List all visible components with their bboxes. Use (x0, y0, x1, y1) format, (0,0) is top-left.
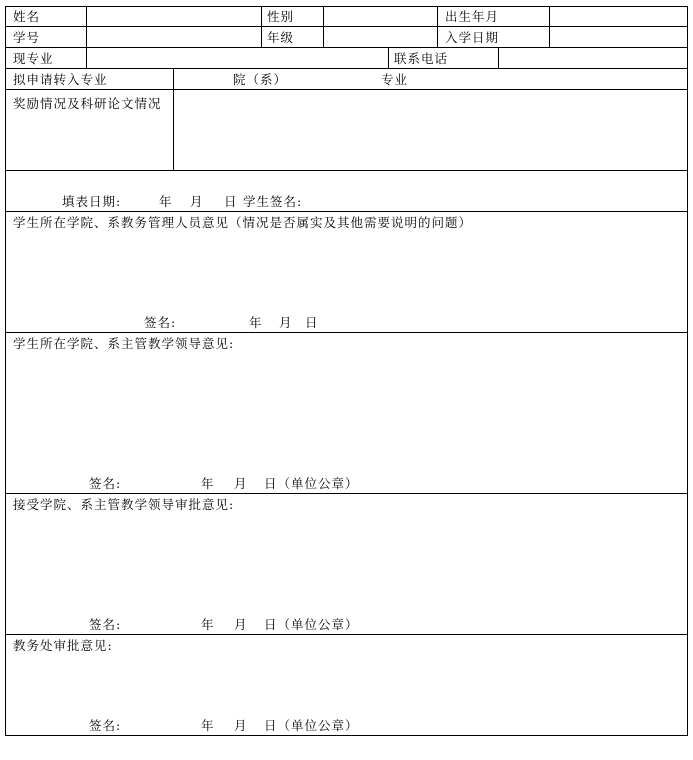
fill-date-day: 日 (224, 194, 238, 209)
birth-label: 出生年月 (445, 9, 500, 24)
divider (5, 332, 688, 333)
phone-field[interactable] (499, 48, 687, 68)
transfer-application-form (5, 6, 688, 735)
transfer-major-field[interactable] (174, 69, 687, 89)
student-sign-label: 学生签名: (243, 194, 303, 209)
section4-year: 年 (201, 718, 215, 733)
phone-label: 联系电话 (394, 51, 449, 66)
divider (388, 47, 389, 69)
section1-day: 日 (305, 315, 319, 330)
gender-label: 性别 (267, 9, 295, 24)
section4-sign-label: 签名: (89, 718, 122, 733)
section3-day-seal: 日（单位公章） (264, 617, 359, 632)
section1-month: 月 (279, 315, 293, 330)
section3-year: 年 (201, 617, 215, 632)
student-id-field[interactable] (87, 27, 261, 47)
section1-title: 学生所在学院、系教务管理人员意见（情况是否属实及其他需要说明的问题） (13, 215, 473, 230)
awards-field[interactable] (174, 90, 687, 170)
section2-sign-label: 签名: (89, 476, 122, 491)
section3-sign-label: 签名: (89, 617, 122, 632)
section1-year: 年 (249, 315, 263, 330)
name-field[interactable] (87, 7, 261, 26)
fill-date-month: 月 (190, 194, 204, 209)
divider (5, 211, 688, 212)
awards-label: 奖励情况及科研论文情况 (13, 96, 162, 111)
divider (261, 6, 262, 48)
divider (5, 493, 688, 494)
section4-title: 教务处审批意见: (13, 638, 113, 653)
birth-field[interactable] (550, 7, 687, 26)
section2-opinion-field[interactable] (6, 353, 687, 473)
divider (437, 6, 438, 48)
border-right (687, 6, 688, 736)
fill-date-year: 年 (159, 194, 173, 209)
section2-day-seal: 日（单位公章） (264, 476, 359, 491)
gender-field[interactable] (324, 7, 437, 26)
student-id-label: 学号 (13, 30, 41, 45)
divider (5, 634, 688, 635)
grade-field[interactable] (324, 27, 437, 47)
section1-sign-label: 签名: (144, 315, 177, 330)
enroll-date-label: 入学日期 (445, 30, 500, 45)
section4-month: 月 (234, 718, 248, 733)
border-bottom (5, 735, 688, 736)
current-major-field[interactable] (87, 48, 388, 68)
section3-title: 接受学院、系主管教学领导审批意见: (13, 497, 235, 512)
enroll-date-field[interactable] (550, 27, 687, 47)
college-label: 院（系） (233, 72, 288, 87)
section2-title: 学生所在学院、系主管教学领导意见: (13, 336, 235, 351)
section1-opinion-field[interactable] (6, 232, 687, 312)
fill-date-label: 填表日期: (62, 194, 122, 209)
name-label: 姓名 (13, 9, 41, 24)
section4-opinion-field[interactable] (6, 655, 687, 713)
section4-day-seal: 日（单位公章） (264, 718, 359, 733)
section2-month: 月 (234, 476, 248, 491)
section2-year: 年 (201, 476, 215, 491)
current-major-label: 现专业 (13, 51, 54, 66)
transfer-major-label: 拟申请转入专业 (13, 72, 108, 87)
section3-opinion-field[interactable] (6, 514, 687, 614)
grade-label: 年级 (267, 30, 295, 45)
divider (5, 170, 688, 171)
section3-month: 月 (234, 617, 248, 632)
target-major-label: 专业 (381, 72, 409, 87)
